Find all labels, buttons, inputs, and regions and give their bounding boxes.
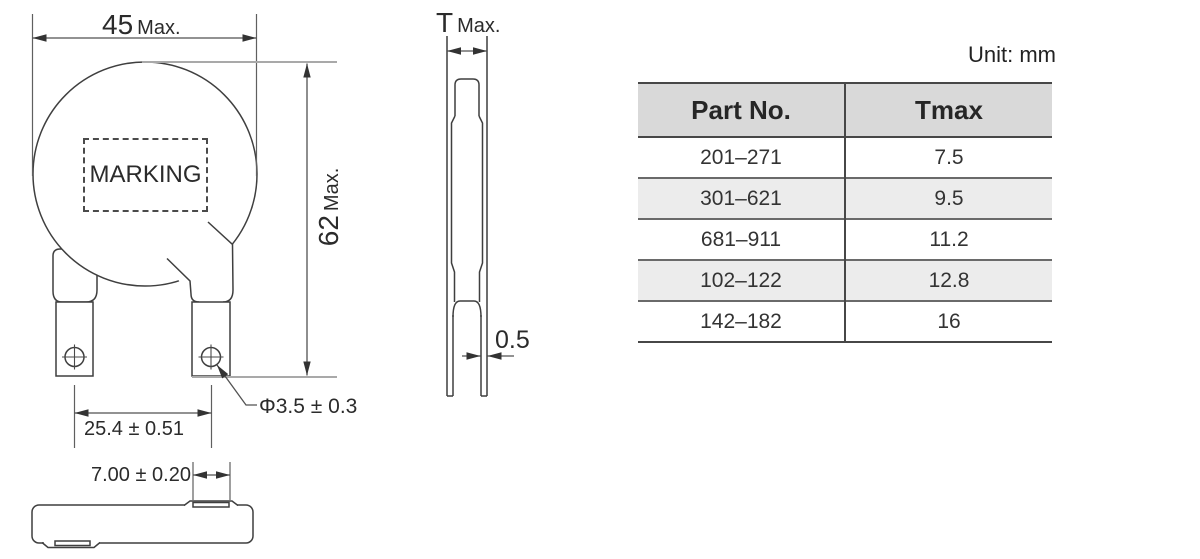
part-no-cell: 201–271	[638, 137, 845, 178]
header-tmax: Tmax	[845, 83, 1052, 137]
width-dimension-label	[102, 9, 181, 41]
header-part-no: Part No.	[638, 83, 845, 137]
hole-diameter-label: Φ3.5 ± 0.3	[259, 395, 358, 418]
width-suffix: Max.	[137, 17, 181, 39]
unit-label: Unit: mm	[968, 42, 1056, 67]
spec-table	[638, 82, 1052, 343]
part-no-cell: 142–182	[638, 301, 845, 342]
front-view-drawing	[33, 14, 338, 448]
tab-width-dimension-lines	[193, 462, 230, 500]
tmax-cell: 12.8	[845, 260, 1052, 301]
top-tab-slot	[193, 503, 229, 508]
tmax-cell: 16	[845, 301, 1052, 342]
tab-width-label: 7.00 ± 0.20	[91, 464, 191, 486]
tmax-cell: 11.2	[845, 219, 1052, 260]
table-row	[638, 219, 1052, 260]
bottom-view-body	[32, 505, 253, 543]
thickness-dimension-label	[436, 7, 500, 39]
part-no-cell: 102–122	[638, 260, 845, 301]
height-value: 62	[313, 215, 344, 247]
part-no-cell: 681–911	[638, 219, 845, 260]
width-value: 45	[102, 9, 134, 40]
table-row	[638, 137, 1052, 178]
part-no-cell: 301–621	[638, 178, 845, 219]
table-row	[638, 260, 1052, 301]
height-suffix: Max.	[321, 167, 343, 212]
table-row	[638, 178, 1052, 219]
thickness-suffix: Max.	[457, 15, 501, 37]
bottom-tab-slot	[55, 541, 90, 546]
height-dimension-label	[313, 167, 343, 247]
spec-table-header-row	[638, 83, 1052, 137]
marking-label: MARKING	[89, 161, 202, 188]
lead-thickness-label: 0.5	[495, 326, 530, 354]
table-row	[638, 301, 1052, 342]
side-bottom-arch	[453, 301, 481, 317]
tmax-cell: 7.5	[845, 137, 1052, 178]
side-top-dome	[455, 79, 479, 116]
lead-spacing-label: 25.4 ± 0.51	[84, 418, 184, 440]
thickness-value: T	[436, 7, 454, 38]
tmax-cell: 9.5	[845, 178, 1052, 219]
marking-area	[83, 138, 208, 212]
